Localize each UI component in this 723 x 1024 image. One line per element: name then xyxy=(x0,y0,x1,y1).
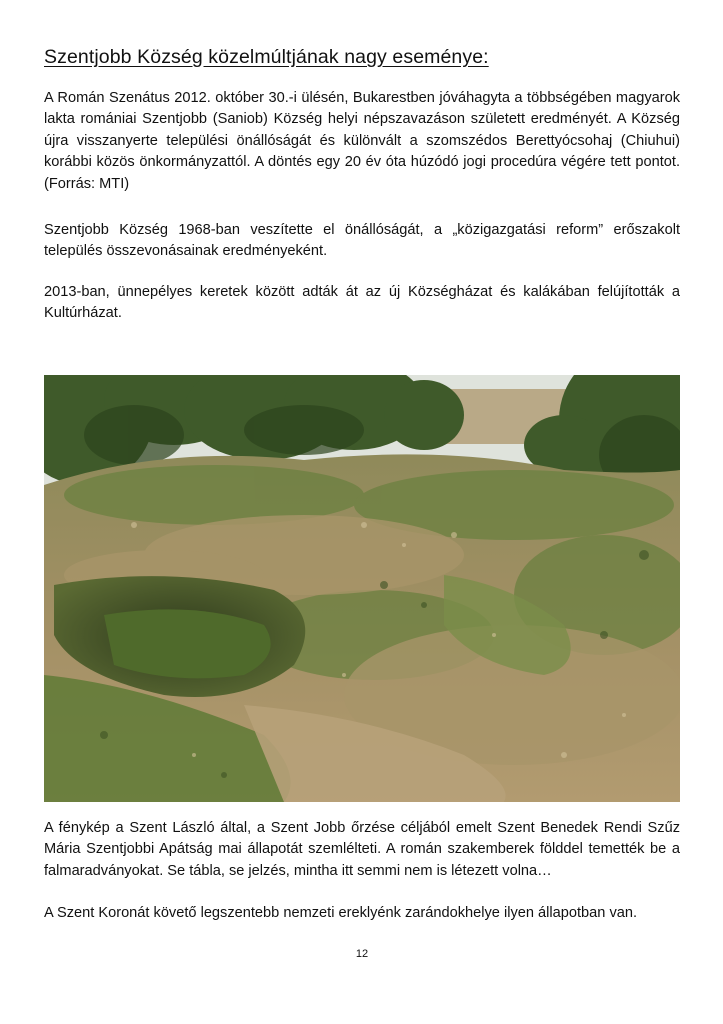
document-page xyxy=(44,0,680,1024)
abbey-ruins-photo xyxy=(44,375,680,802)
photo-caption: A fénykép a Szent László által, a Szent Jobb őrzése céljából emelt Szent Benedek Rendi Szűz Mária Szentjobbi Apátság mai állapotát szemlélteti. A román szakemberek földdel temették be a falmaradványokat. Se tábla, se jelzés, mintha itt semmi nem is létezett volna… xyxy=(44,820,680,879)
page-title: Szentjobb Község közelmúltjának nagy eseménye: xyxy=(44,46,489,68)
paragraph-2013-events: 2013-ban, ünnepélyes keretek között adták át az új Községházat és kalákában felújították a Kultúrházat. xyxy=(44,284,680,322)
paragraph-lost-autonomy: Szentjobb Község 1968-ban veszítette el önállóságát, a „közigazgatási reform” erőszakolt település összevonásainak eredményeként. xyxy=(44,222,680,260)
paragraph-senate-decision: A Román Szenátus 2012. október 30.-i ülésén, Bukarestben jóváhagyta a többségében magyarok lakta romániai Szentjobb (Saniob) Község helyi népszavazáson született eredményét. A Község újra visszanyerte települési önállóságát és különvált a szomszédos Berettyócsohaj (Chiuhui) korábbi közös önkormányzattól. A döntés egy 20 év óta húzódó jogi procedúra végére tett pontot. (Forrás: MTI) xyxy=(44,90,680,192)
page-number: 12 xyxy=(355,948,369,960)
closing-statement: A Szent Koronát követő legszentebb nemzeti ereklyénk zarándokhelye ilyen állapotban van. xyxy=(44,905,638,921)
